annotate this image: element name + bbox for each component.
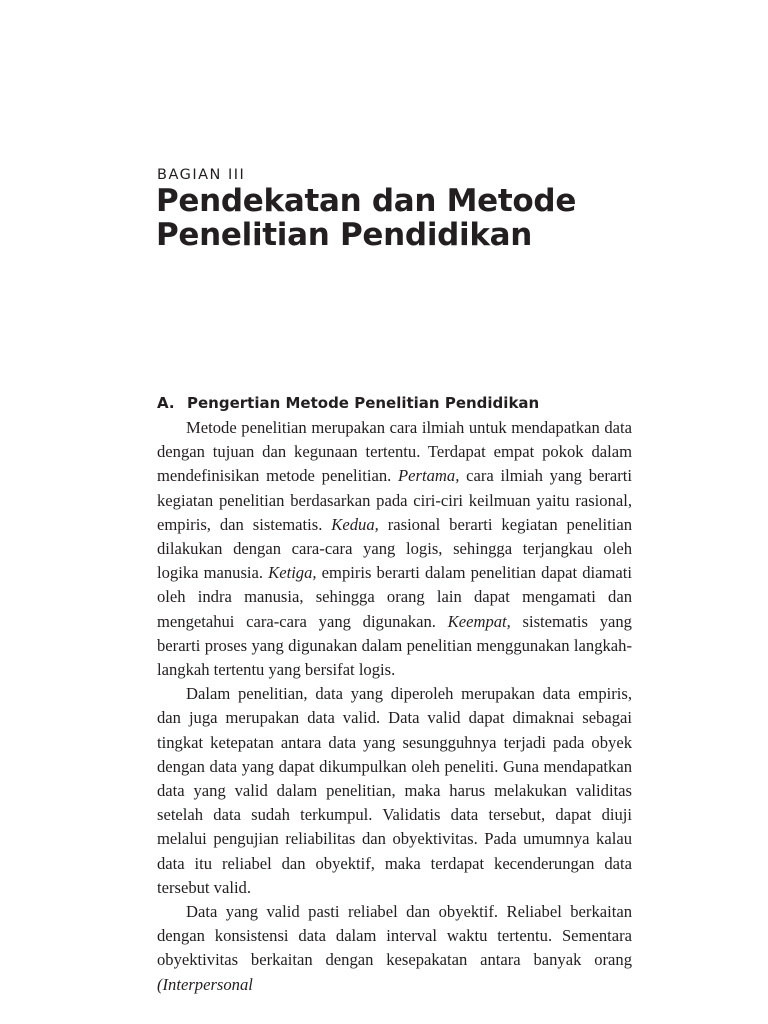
paragraph-text: sistematis yang berarti proses yang digunakan dalam penelitian menggunakan langkah-langkah tertentu yang bersifat logis.	[157, 611, 632, 680]
paragraph-text: Dalam penelitian, data yang diperoleh merupakan data empiris, dan juga merupakan data valid. Data valid dapat dimaknai sebagai tingkat ketepatan antara data yang sesungguhnya terjadi pada obyek dengan data yang dapat dikumpulkan oleh peneliti. Guna mendapatkan data yang valid dalam penelitian, maka harus melakukan validitas setelah data sudah terkumpul. Validatis data tersebut, dapat diuji melalui pengujian reliabilitas dan obyektivitas. Pada umumnya kalau data itu reliabel dan obyektif, maka terdapat kecenderungan data tersebut valid.	[157, 684, 632, 897]
paragraph-text-italic: Pertama,	[398, 466, 460, 486]
body-text	[157, 416, 632, 997]
paragraph-1	[157, 416, 632, 682]
paragraph-text-italic: Keempat,	[447, 611, 511, 631]
paragraph-text: empiris berarti dalam penelitian dapat diamati oleh indra manusia, sehingga orang lain dapat mengamati dan mengetahui cara-cara yang digunakan.	[157, 563, 632, 631]
paragraph-text-italic: Kedua,	[331, 514, 379, 534]
paragraph-text-italic: (Interpersonal	[157, 974, 253, 994]
section-title: Pengertian Metode Penelitian Pendidikan	[187, 394, 540, 412]
chapter-title	[156, 184, 676, 252]
chapter-title-line-2: Penelitian Pendidikan	[156, 217, 533, 253]
part-label: BAGIAN III	[157, 167, 246, 183]
paragraph-3	[157, 900, 632, 997]
paragraph-2	[157, 682, 632, 900]
paragraph-text-italic: Ketiga,	[268, 563, 317, 583]
paragraph-text: rasional berarti kegiatan penelitian dilakukan dengan cara-cara yang logis, sehingga terjangkau oleh logika manusia.	[157, 514, 632, 583]
section-number: A.	[157, 394, 175, 412]
paragraph-text: cara ilmiah yang berarti kegiatan penelitian berdasarkan pada ciri-ciri keilmuan yaitu rasional, empiris, dan sistematis.	[157, 466, 633, 534]
section-heading	[157, 393, 637, 413]
paragraph-text: Metode penelitian merupakan cara ilmiah untuk mendapatkan data dengan tujuan dan kegunaan tertentu. Terdapat empat pokok dalam mendefinisikan metode penelitian.	[157, 418, 632, 486]
paragraph-text: Data yang valid pasti reliabel dan obyektif. Reliabel berkaitan dengan konsistensi data dalam interval waktu tertentu. Sementara obyektivitas berkaitan dengan kesepakatan antara banyak orang	[157, 902, 632, 970]
chapter-title-line-1: Pendekatan dan Metode	[156, 183, 577, 219]
